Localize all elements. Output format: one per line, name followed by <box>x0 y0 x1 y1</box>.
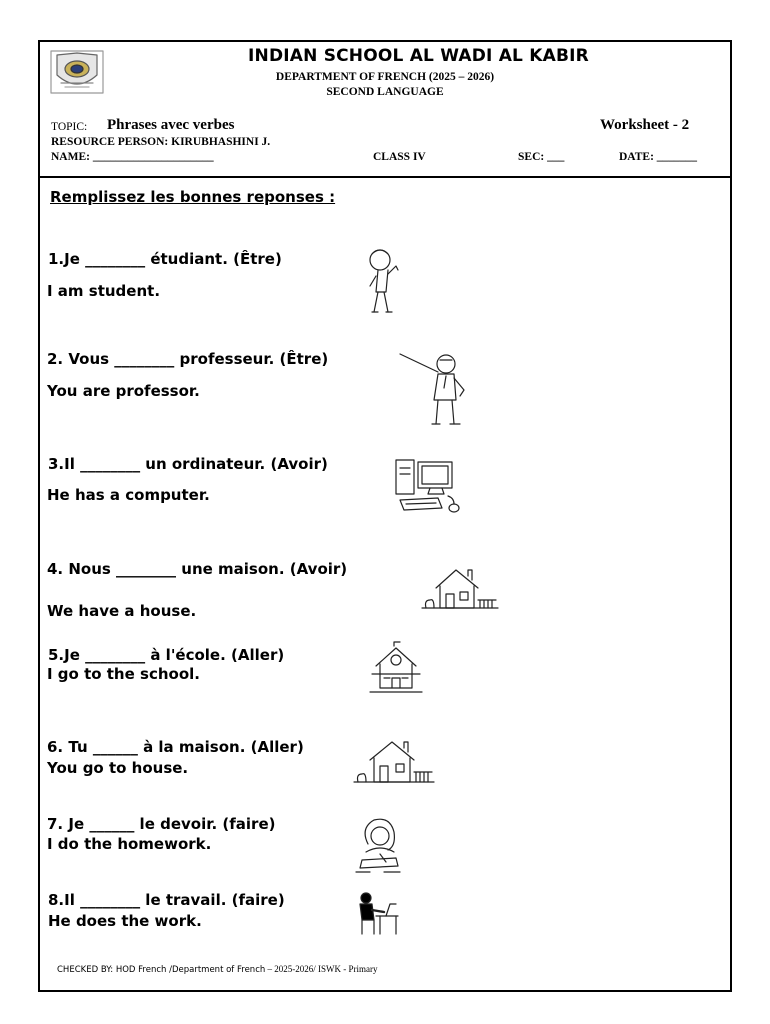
girl-writing-icon <box>350 814 406 878</box>
instruction-heading: Remplissez les bonnes reponses : <box>50 188 336 206</box>
resource-person: RESOURCE PERSON: KIRUBHASHINI J. <box>51 136 271 148</box>
question-4-english: We have a house. <box>47 602 197 620</box>
topic-value: Phrases avec verbes <box>107 117 235 133</box>
question-5-french: 5.Je ________ à l'école. (Aller) <box>48 646 285 664</box>
student-icon <box>358 246 408 316</box>
language-line: SECOND LANGUAGE <box>326 86 444 98</box>
question-1-english: I am student. <box>47 282 161 300</box>
date-field[interactable]: DATE: _______ <box>619 151 698 163</box>
teacher-icon <box>394 348 474 428</box>
house-icon <box>352 740 436 788</box>
person-at-desk-icon <box>356 890 400 936</box>
question-1-french: 1.Je ________ étudiant. (Être) <box>48 250 282 268</box>
question-8-french: 8.Il ________ le travail. (faire) <box>48 891 285 909</box>
question-7-french: 7. Je ______ le devoir. (faire) <box>47 815 276 833</box>
name-field[interactable]: NAME: _____________________ <box>51 151 214 163</box>
footer-checked-by: CHECKED BY: HOD French /Department of French <box>57 965 266 975</box>
question-7-english: I do the homework. <box>47 835 212 853</box>
class-label: CLASS IV <box>373 151 426 163</box>
question-2-french: 2. Vous ________ professeur. (Être) <box>47 350 329 368</box>
question-6-english: You go to house. <box>47 759 189 777</box>
footer-note <box>57 964 378 975</box>
house-icon <box>420 566 500 616</box>
question-6-french: 6. Tu ______ à la maison. (Aller) <box>47 738 304 756</box>
question-4-french: 4. Nous ________ une maison. (Avoir) <box>47 560 348 578</box>
computer-icon <box>392 458 472 518</box>
school-name: INDIAN SCHOOL AL WADI AL KABIR <box>248 46 589 66</box>
section-field[interactable]: SEC: ___ <box>518 151 565 163</box>
question-5-english: I go to the school. <box>47 665 200 683</box>
question-3-english: He has a computer. <box>47 486 210 504</box>
footer-year-info: – 2025-2026/ ISWK - Primary <box>265 964 378 974</box>
worksheet-number: Worksheet - 2 <box>600 117 690 133</box>
question-2-english: You are professor. <box>47 382 200 400</box>
school-icon <box>366 640 426 700</box>
topic-label: TOPIC: <box>51 121 88 133</box>
question-3-french: 3.Il ________ un ordinateur. (Avoir) <box>48 455 328 473</box>
department-line: DEPARTMENT OF FRENCH (2025 – 2026) <box>275 71 495 83</box>
question-8-english: He does the work. <box>48 912 202 930</box>
